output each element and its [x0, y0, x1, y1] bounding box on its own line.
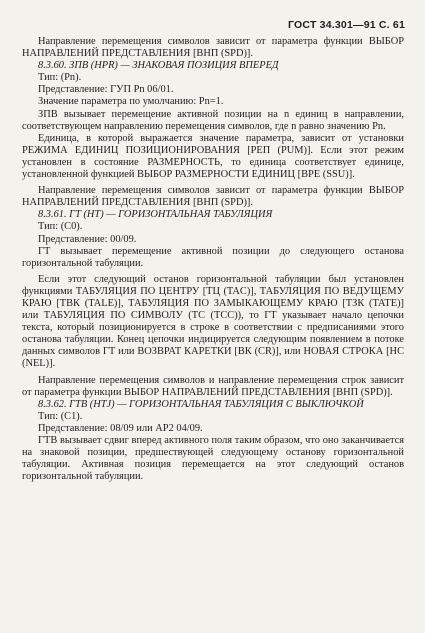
paragraph: Направление перемещения символов зависит от параметра функции ВЫБОР НАПРАВЛЕНИЙ ПРЕДСТАВЛЕНИЯ [ВНП (SPD)].	[22, 36, 404, 60]
type-line: Тип: (Pn).	[38, 72, 82, 84]
paragraph: ЗПВ вызывает перемещение активной позиции на n единиц в направлении, соответствующем направлению перемещения символов, где n равно значению Pn.	[22, 108, 404, 132]
paragraph: Если этот следующий останов горизонтальной табуляции был установлен функциями ТАБУЛЯЦИЯ ПО ЦЕНТРУ [ТЦ (TAC)], ТАБУЛЯЦИЯ ПО ВЕДУЩЕМУ КРАЮ [ТВК (TALE)], ТАБУЛЯЦИЯ ПО ЗАМЫКАЮЩЕМУ КРАЮ [ТЗК (TATE)] или ТАБУЛЯЦИЯ ПО СИМВОЛУ (TC (TCC)), то ГТ указывает начало цепочки текста, который позиционируется в строке в соответствии с предписаниями этого останова табуляции. Конец цепочки индицируется следующим появлением в потоке данных символов ГТ или ВОЗВРАТ КАРЕТКИ [ВК (CR)], или НОВАЯ СТРОКА [НС (NEL)].	[22, 273, 404, 370]
default-value-line: Значение параметра по умолчанию: Pn=1.	[38, 96, 224, 108]
type-line: Тип: (C0).	[38, 221, 83, 233]
paragraph: ГТВ вызывает сдвиг вперед активного поля таким образом, что оно заканчивается на знаковой позиции, предшествующей следующему останову горизонтальной табуляции. Активная позиция перемещается на этот следующий останов горизонтальной табуляции.	[22, 435, 404, 483]
section-heading: 8.3.60. ЗПВ (HPR) — ЗНАКОВАЯ ПОЗИЦИЯ ВПЕРЕД	[38, 60, 279, 72]
representation-line: Представление: 00/09.	[38, 233, 137, 245]
section-heading: 8.3.61. ГТ (HT) — ГОРИЗОНТАЛЬНАЯ ТАБУЛЯЦИЯ	[38, 209, 273, 221]
paragraph: Направление перемещения символов и направление перемещения строк зависит от параметра функции ВЫБОР НАПРАВЛЕНИЙ ПРЕДСТАВЛЕНИЯ [ВНП (SPD)].	[22, 374, 404, 398]
page-body	[22, 36, 404, 483]
section-heading: 8.3.62. ГТВ (HTJ) — ГОРИЗОНТАЛЬНАЯ ТАБУЛЯЦИЯ С ВЫКЛЮЧКОЙ	[38, 398, 364, 410]
representation-line: Представление: ГУП Pn 06/01.	[38, 84, 174, 96]
paragraph: ГТ вызывает перемещение активной позиции до следующего останова горизонтальной табуляции.	[22, 245, 404, 269]
paragraph: Единица, в которой выражается значение параметра, зависит от установки РЕЖИМА ЕДИНИЦ ПОЗИЦИОНИРОВАНИЯ [РЕП (PUM)]. Если этот режим установлен в состояние РАЗМЕРНОСТЬ, то единица соответствует единице, установленной функцией ВЫБОР РАЗМЕРНОСТИ ЕДИНИЦ [ВРЕ (SSU)].	[22, 132, 404, 181]
paragraph: Направление перемещения символов зависит от параметра функции ВЫБОР НАПРАВЛЕНИЙ ПРЕДСТАВЛЕНИЯ [ВНП (SPD)].	[22, 185, 404, 209]
page-header: ГОСТ 34.301—91 С. 61	[288, 19, 405, 31]
representation-line: Представление: 08/09 или АР2 04/09.	[38, 422, 203, 434]
type-line: Тип: (C1).	[38, 410, 83, 422]
